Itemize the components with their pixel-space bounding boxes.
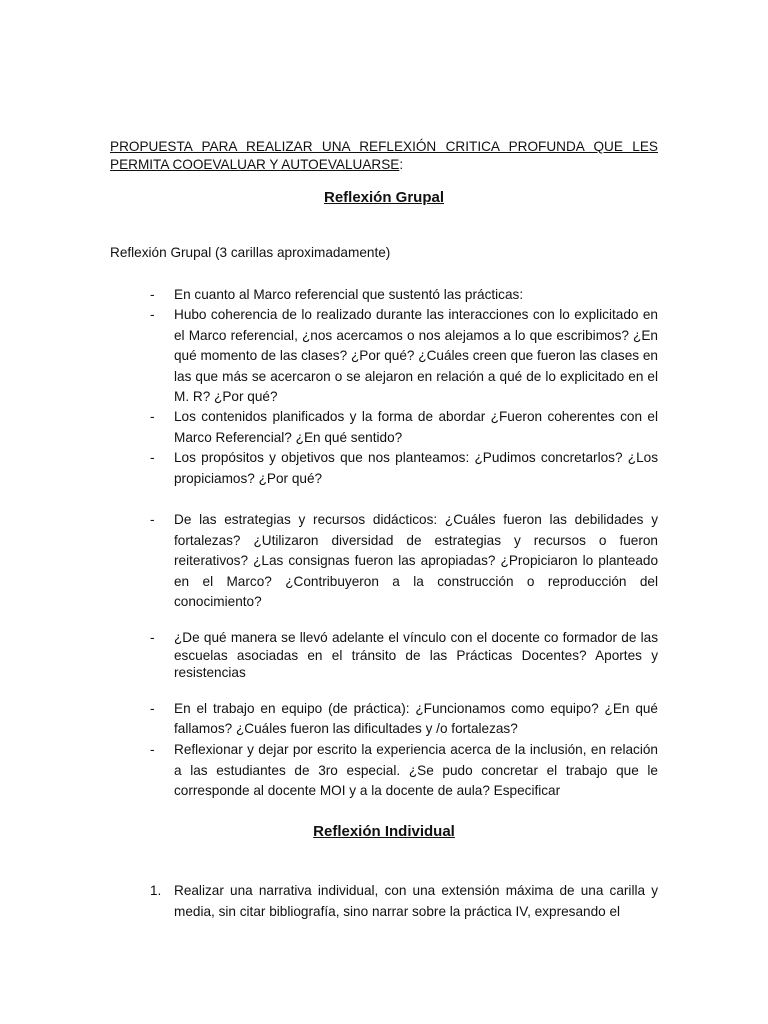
list-item-text: ¿De qué manera se llevó adelante el vínculo con el docente co formador de las escuelas asociadas en el tránsito de las Prácticas Docentes? Aportes y resistencias	[174, 630, 658, 680]
proposal-intro	[110, 138, 658, 174]
list-marker: -	[150, 742, 155, 757]
list-item-text: Realizar una narrativa individual, con una extensión máxima de una carilla y media, sin citar bibliografía, sino narrar sobre la práctica IV, expresando el	[174, 883, 658, 919]
list-marker: 1.	[150, 883, 162, 898]
list-marker: -	[150, 630, 155, 645]
list-item-text: Reflexionar y dejar por escrito la experiencia acerca de la inclusión, en relación a las estudiantes de 3ro especial. ¿Se pudo concretar el trabajo que le corresponde al docente MOI y a la docente de aula? Especificar	[174, 742, 658, 798]
list-item-text: En cuanto al Marco referencial que sustentó las prácticas:	[174, 287, 524, 302]
proposal-title: PROPUESTA PARA REALIZAR UNA REFLEXIÓN CRITICA PROFUNDA QUE LES PERMITA COOEVALUAR Y AUTOEVALUARSE	[110, 139, 658, 172]
list-item-text: En el trabajo en equipo (de práctica): ¿Funcionamos como equipo? ¿En qué fallamos? ¿Cuáles fueron las dificultades y /o fortalezas?	[174, 701, 658, 736]
list-marker: -	[150, 287, 155, 302]
individual-heading: Reflexión Individual	[313, 823, 455, 840]
grupal-heading: Reflexión Grupal	[323, 189, 445, 206]
list-item-text: De las estrategias y recursos didácticos: ¿Cuáles fueron las debilidades y fortalezas? ¿Utilizaron diversidad de estrategias y recursos o fueron reiterativos? ¿Las consignas fueron las apropiadas? ¿Propiciaron lo planteado en el Marco? ¿Contribuyeron a la construcción o reproducción del conocimiento?	[174, 512, 658, 609]
grupal-intro: Reflexión Grupal (3 carillas aproximadamente)	[110, 245, 391, 260]
list-marker: -	[150, 409, 155, 424]
proposal-colon: :	[399, 157, 404, 172]
list-item-text: Los contenidos planificados y la forma de abordar ¿Fueron coherentes con el Marco Referencial? ¿En qué sentido?	[174, 409, 658, 445]
list-item-text: Los propósitos y objetivos que nos planteamos: ¿Pudimos concretarlos? ¿Los propiciamos? ¿Por qué?	[174, 450, 658, 486]
list-marker: -	[150, 701, 155, 716]
list-marker: -	[150, 512, 155, 527]
list-marker: -	[150, 307, 155, 322]
list-marker: -	[150, 450, 155, 465]
list-item-text: Hubo coherencia de lo realizado durante las interacciones con lo explicitado en el Marco referencial, ¿nos acercamos o nos alejamos a lo que escribimos? ¿En qué momento de las clases? ¿Por qué? ¿Cuáles creen que fueron las clases en las que más se acercaron o se alejaron en relación a qué de lo explicitado en el M. R? ¿Por qué?	[174, 307, 658, 404]
